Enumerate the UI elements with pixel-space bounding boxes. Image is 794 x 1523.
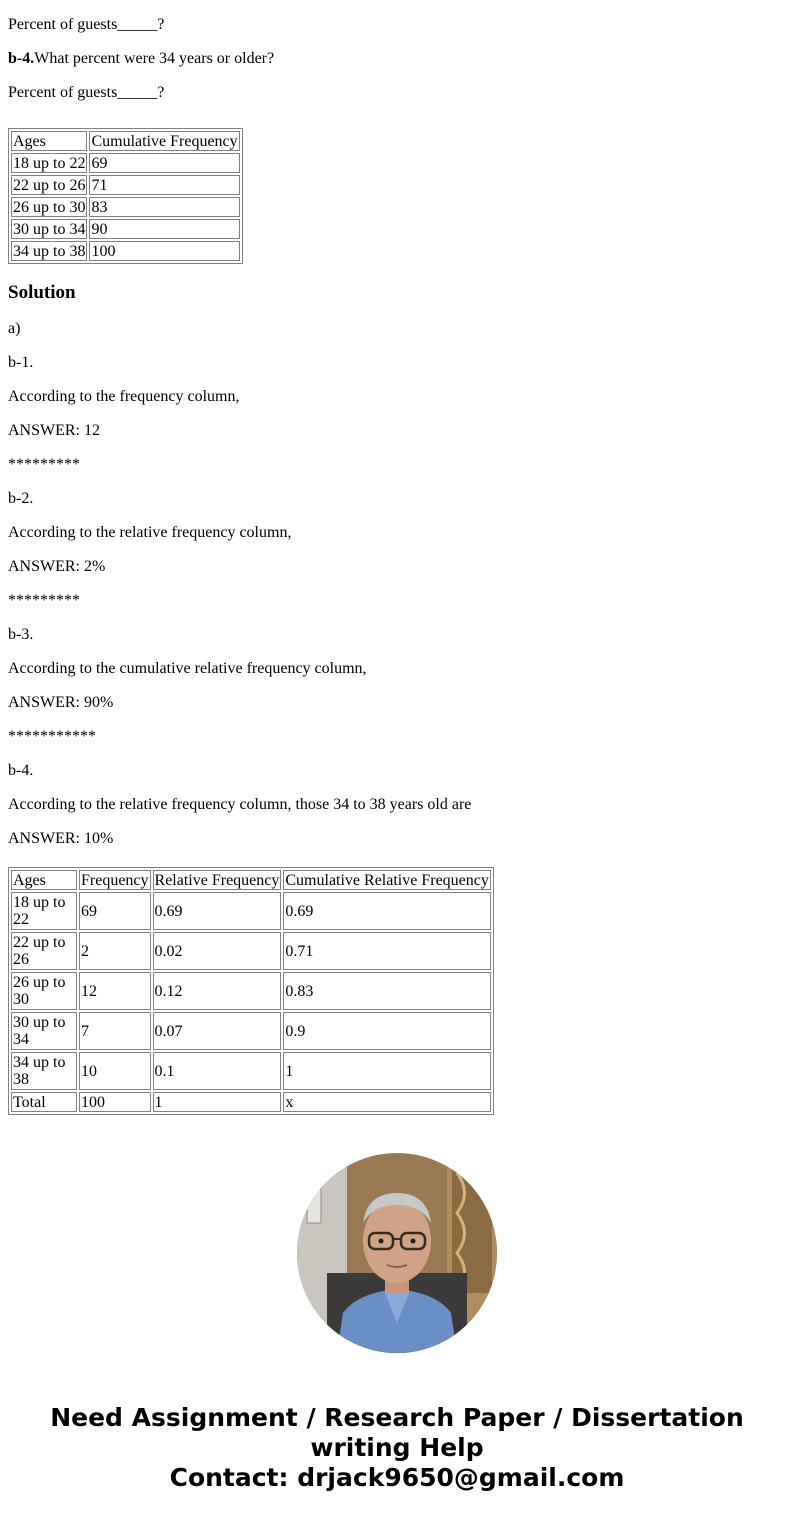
separator: ********* [8,456,80,473]
table-cell: 0.9 [283,1012,491,1050]
solution-b3-text: According to the cumulative relative frequency column, [8,660,367,677]
table-cell: 34 up to 38 [11,1052,77,1090]
table-cell: 0.1 [153,1052,282,1090]
table-cell: 90 [89,219,239,239]
table-row [11,1052,491,1090]
solution-b2-text: According to the relative frequency column, [8,524,292,541]
solution-b2-label: b-2. [8,490,34,507]
table-cell: 30 up to 34 [11,1012,77,1050]
question-b4-prompt: Percent of guests_____? [8,84,165,101]
footer-help-text: Need Assignment / Research Paper / Dissertation writing Help [50,1403,744,1462]
table-header-cell: Cumulative Relative Frequency [285,871,489,889]
table-cell: 71 [89,175,239,195]
table-row [11,197,240,217]
table-header-cell: Frequency [81,871,149,889]
table-header-row [11,131,240,151]
solution-b4-text: According to the relative frequency column, those 34 to 38 years old are [8,796,472,813]
table-cell: 18 up to 22 [11,892,77,930]
table-header-cell: Relative Frequency [154,871,280,889]
solution-b4-answer: ANSWER: 10% [8,830,114,847]
table-cell: 22 up to 26 [11,932,77,970]
table-cell: 100 [89,241,239,261]
solution-b1-text: According to the frequency column, [8,388,240,405]
table-row [11,1012,491,1050]
solution-a: a) [8,320,21,337]
question-b4 [8,50,788,68]
footer-contact-email: Contact: drjack9650@gmail.com [169,1463,625,1492]
table-row [11,219,240,239]
table-header-cell: Cumulative Frequency [91,132,238,150]
question-b3-prompt: Percent of guests_____? [8,16,165,33]
table-cell: 12 [79,972,151,1010]
solution-heading: Solution [8,282,76,303]
table-cell: 26 up to 30 [13,198,86,216]
table-cell: 0.69 [153,892,282,930]
cumulative-frequency-table [8,128,243,264]
table-row [11,892,491,930]
frequency-distribution-table [8,867,494,1115]
solution-b1-label: b-1. [8,354,34,371]
table-cell: 18 up to 22 [13,154,86,172]
table-cell: 0.83 [283,972,491,1010]
table-row [11,932,491,970]
question-b4-text: What percent were 34 years or older? [34,50,275,67]
table-cell: Total [11,1092,77,1112]
solution-b4-label: b-4. [8,762,34,779]
table-total-row [11,1092,491,1112]
table-row [11,241,240,261]
solution-b1-answer: ANSWER: 12 [8,422,100,439]
solution-b3-label: b-3. [8,626,34,643]
question-b4-label: b-4. [8,50,35,67]
table-cell: 7 [79,1012,151,1050]
table-cell: 0.69 [283,892,491,930]
table-cell: 26 up to 30 [11,972,77,1010]
table-header-cell: Ages [11,870,77,890]
document-content [8,0,788,1111]
author-photo [297,1153,497,1353]
table-cell: 69 [79,892,151,930]
table-cell: 83 [89,197,239,217]
table-cell: 69 [89,153,239,173]
table-cell: 34 up to 38 [13,242,86,260]
table-cell: 0.07 [153,1012,282,1050]
footer-contact [0,1403,794,1493]
table-cell: 22 up to 26 [13,176,86,194]
table-cell: 0.12 [153,972,282,1010]
table-cell: 2 [79,932,151,970]
solution-b3-answer: ANSWER: 90% [8,694,114,711]
separator: *********** [8,728,96,745]
table-header-cell: Ages [11,131,87,151]
table-row [11,972,491,1010]
table-cell: 1 [283,1052,491,1090]
table-cell: 0.71 [283,932,491,970]
table-cell: 0.02 [153,932,282,970]
table-cell: x [283,1092,491,1112]
table-row [11,153,240,173]
separator: ********* [8,592,80,609]
table-cell: 10 [79,1052,151,1090]
table-cell: 30 up to 34 [13,220,86,238]
table-row [11,175,240,195]
solution-section [8,282,788,864]
table-cell: 1 [153,1092,282,1112]
table-cell: 100 [79,1092,151,1112]
solution-b2-answer: ANSWER: 2% [8,558,106,575]
author-portrait-image [297,1153,497,1353]
table-header-row [11,870,491,890]
